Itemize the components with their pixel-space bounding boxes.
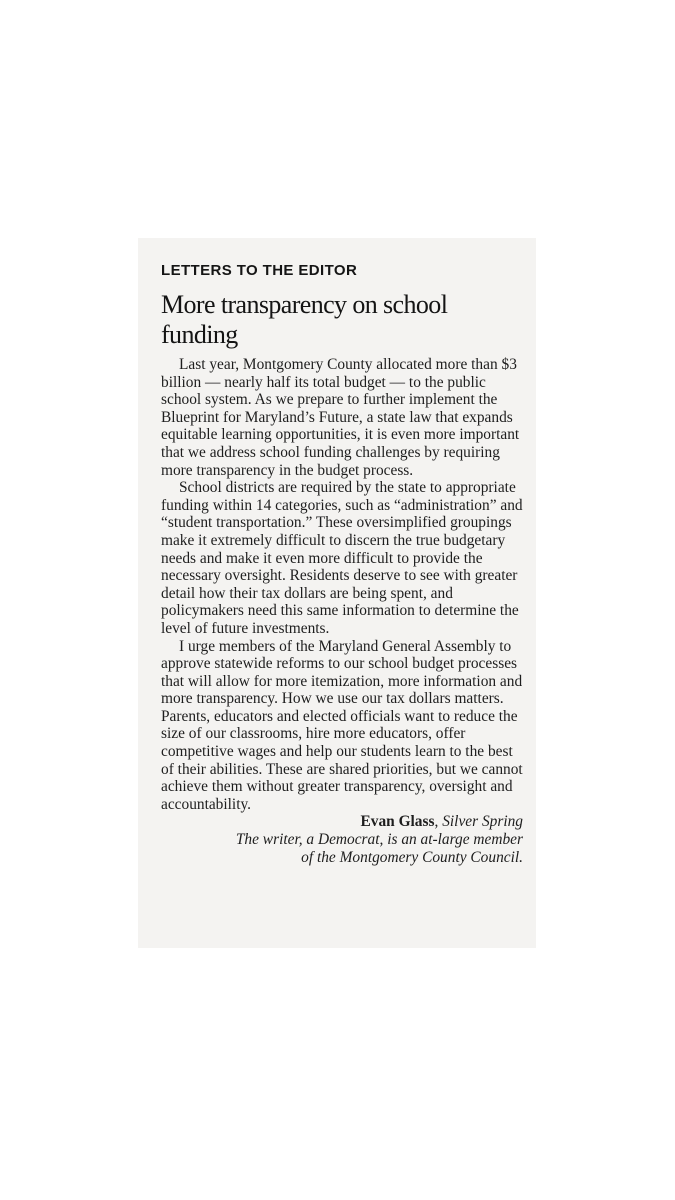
- paragraph-3: I urge members of the Maryland General Assembly to approve statewide reforms to our school budget processes that will allow for more itemization, more information and more transparency. How we use our tax dollars matters. Parents, educators and elected officials want to reduce the size of our classrooms, hire more educators, offer competitive wages and help our students learn to the best of their abilities. These are shared priorities, but we cannot achieve them without greater transparency, oversight and accountability.: [161, 637, 523, 813]
- article-body: [161, 356, 523, 813]
- paragraph-1: Last year, Montgomery County allocated more than $3 billion — nearly half its total budget — to the public school system. As we prepare to further implement the Blueprint for Maryland’s Future, a state law that expands equitable learning opportunities, it is even more important that we address school funding challenges by requiring more transparency in the budget process.: [161, 356, 520, 479]
- author-location: Silver Spring: [442, 813, 523, 831]
- author-note-line-2: of the Montgomery County Council.: [301, 848, 523, 866]
- signature-block: [161, 813, 523, 866]
- author-name: Evan Glass: [360, 813, 435, 831]
- headline: More transparency on school funding: [161, 290, 448, 349]
- section-label: LETTERS TO THE EDITOR: [161, 262, 358, 279]
- signature-line: [161, 813, 523, 831]
- signature-separator: ,: [434, 813, 443, 831]
- paragraph-2: School districts are required by the state to appropriate funding within 14 categories, such as “administration” and “student transportation.” These oversimplified groupings make it extremely difficult to discern the true budgetary needs and make it even more difficult to provide the necessary oversight. Residents deserve to see with greater detail how their tax dollars are being spent, and policymakers need this same information to determine the level of future investments.: [161, 479, 523, 637]
- letter-article: [161, 262, 523, 866]
- author-note-line-1: The writer, a Democrat, is an at-large member: [235, 831, 523, 849]
